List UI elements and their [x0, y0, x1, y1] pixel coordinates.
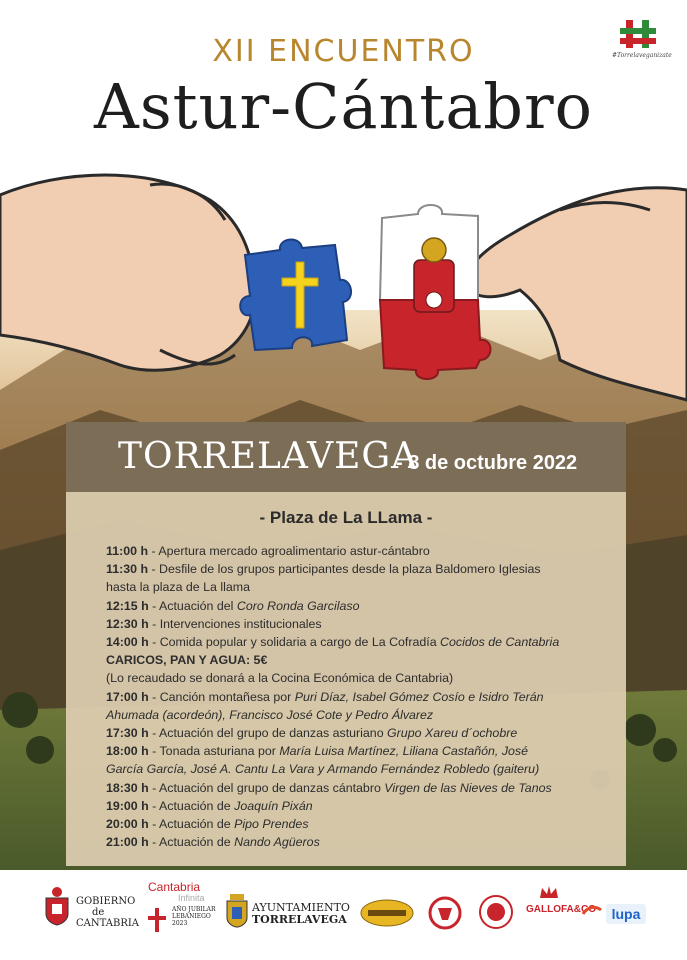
program-time: 18:30 h	[106, 780, 149, 795]
program-performer: Puri Díaz, Isabel Gómez Cosío e Isidro Terán	[294, 689, 544, 704]
cantabria-word: CANTABRIA	[76, 918, 140, 929]
program-time: 12:15 h	[106, 598, 149, 613]
lupa-logo: lupa	[606, 904, 646, 924]
program-performer: García García, José A. Cantu La Vara y Armando Fernández Robledo (gaiteru)	[106, 762, 540, 777]
ayuntamiento-word: AYUNTAMIENTO	[252, 901, 350, 914]
program-performer: Coro Ronda Garcilaso	[236, 598, 360, 613]
torrelavega-word: TORRELAVEGA	[252, 913, 347, 926]
program-row	[106, 688, 616, 706]
program-time: 11:30 h	[106, 562, 149, 577]
program-row	[106, 651, 616, 669]
hashtag-caption: #Torrelaveganizate	[612, 52, 672, 59]
venue-label: - Plaza de La LLama -	[259, 508, 433, 527]
event-title: Astur-Cántabro	[94, 70, 593, 143]
year-line: 2023	[172, 920, 188, 927]
program-list	[106, 542, 616, 851]
program-row	[106, 578, 616, 596]
program-text: - Canción montañesa por	[148, 689, 295, 704]
cantabria-puzzle-piece	[380, 205, 491, 379]
program-performer: Nando Agüeros	[234, 835, 320, 850]
city-name: TORRELAVEGA	[118, 436, 419, 477]
program-row	[106, 615, 616, 633]
infinita-label: Infinita	[178, 893, 205, 903]
program-text: - Intervenciones institucionales	[148, 616, 322, 631]
program-row	[106, 760, 616, 778]
program-time: 11:00 h	[106, 544, 149, 558]
gallofa-label: GALLOFA&CO	[526, 904, 596, 915]
gobierno-cantabria-label	[76, 896, 146, 929]
program-performer: Joaquín Pixán	[234, 798, 313, 813]
program-time: 12:30 h	[106, 616, 149, 631]
program-time: 21:00 h	[106, 835, 149, 850]
jubilar-cross-icon	[146, 906, 168, 934]
program-time: 20:00 h	[106, 817, 149, 832]
program-text: hasta la plaza de La llama	[106, 580, 250, 595]
program-performer: Cocidos de Cantabria	[440, 635, 560, 650]
hands-puzzle-illustration	[0, 150, 687, 420]
program-performer: Virgen de las Nieves de Tanos	[384, 780, 552, 795]
program-row	[106, 742, 616, 760]
right-hand	[467, 188, 687, 400]
program-row	[106, 542, 616, 560]
torrelaveganizate-logo-icon	[612, 12, 672, 68]
program-text: - Desfile de los grupos participantes desde la plaza Baldomero Iglesias	[148, 562, 541, 577]
program-text: (Lo recaudado se donará a la Cocina Económica de Cantabria)	[106, 671, 454, 686]
asturias-puzzle-piece	[240, 240, 351, 350]
event-date: - 8 de octubre 2022	[396, 452, 578, 474]
program-text: - Comida popular y solidaria a cargo de La Cofradía	[148, 635, 441, 650]
program-performer: Ahumada (acordeón), Francisco José Cote y Pedro Álvarez	[106, 707, 434, 722]
ayuntamiento-label	[252, 902, 350, 926]
program-text: - Actuación de	[148, 798, 235, 813]
lebaniego-line: LEBANIEGO	[172, 913, 211, 920]
sponsor-seal-icon	[478, 894, 514, 930]
program-row	[106, 724, 616, 742]
sponsor-red-circle-icon	[428, 896, 462, 930]
ayuntamiento-shield-icon	[226, 894, 248, 928]
program-text: - Actuación de	[148, 835, 235, 850]
program-performer: Grupo Xareu d´ochobre	[387, 726, 518, 741]
de-word: de	[92, 907, 105, 918]
program-performer: María Luisa Martínez, Liliana Castañón, José	[279, 744, 528, 759]
program-text: - Actuación de	[148, 817, 235, 832]
city-date-banner	[66, 422, 626, 492]
sponsor-badge-yellow-icon	[360, 898, 414, 928]
program-text: - Apertura mercado agroalimentario astur-cántabro	[148, 544, 430, 558]
anio-jubilar-label	[172, 906, 216, 927]
program-row	[106, 633, 616, 651]
gallofa-crown-icon	[538, 884, 560, 900]
anio-jubilar-line: AÑO JUBILAR	[172, 906, 216, 913]
program-time: 19:00 h	[106, 798, 149, 813]
left-hand	[0, 175, 256, 370]
program-row	[106, 815, 616, 833]
gobierno-cantabria-shield-icon	[44, 886, 70, 926]
program-time: 14:00 h	[106, 635, 149, 650]
program-text: - Actuación del grupo de danzas cántabro	[148, 780, 385, 795]
program-time: 17:00 h	[106, 689, 149, 704]
program-row	[106, 597, 616, 615]
program-text: - Actuación del	[148, 598, 237, 613]
program-row	[106, 779, 616, 797]
cantabria-infinita-label: Cantabria	[148, 880, 201, 894]
gobierno-word: GOBIERNO	[76, 896, 136, 907]
sponsor-swoosh-icon	[582, 904, 602, 916]
program-row	[106, 669, 616, 687]
program-row	[106, 833, 616, 851]
event-edition-title: XII ENCUENTRO	[212, 34, 475, 69]
program-performer: Pipo Prendes	[234, 817, 309, 832]
program-text: - Actuación del grupo de danzas asturiano	[148, 726, 388, 741]
program-row	[106, 797, 616, 815]
program-text: - Tonada asturiana por	[148, 744, 280, 759]
program-time: CARICOS, PAN Y AGUA: 5€	[106, 653, 268, 668]
sponsor-footer	[0, 870, 687, 960]
program-time: 17:30 h	[106, 726, 149, 741]
program-row	[106, 706, 616, 724]
program-row	[106, 560, 616, 578]
event-info-panel	[66, 422, 626, 866]
program-time: 18:00 h	[106, 744, 149, 759]
